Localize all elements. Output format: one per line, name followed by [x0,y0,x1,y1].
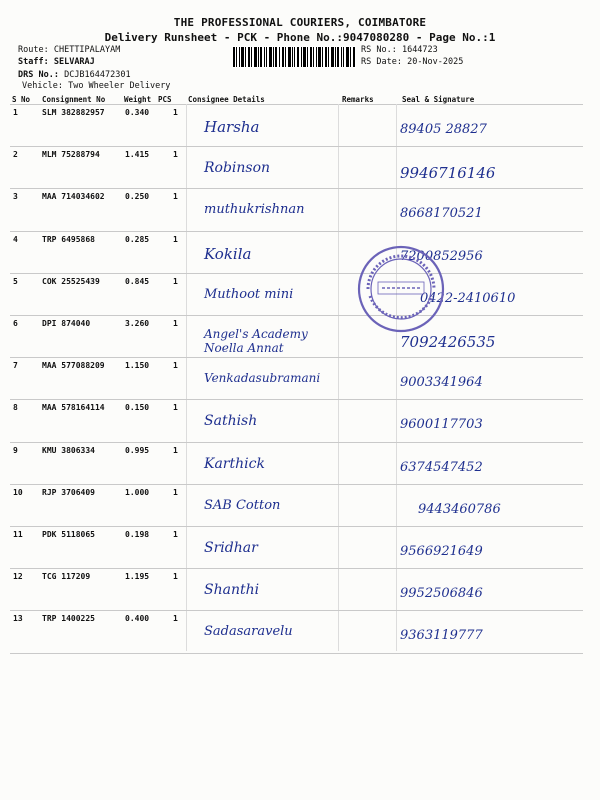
consignee-handwriting: Muthoot mini [204,286,294,302]
weight-cell: 0.400 [125,614,150,624]
consignment-cell: RJP 3706409 [42,487,95,497]
pcs-cell: 1 [173,276,178,286]
consignment-cell: KMU 3806334 [42,445,95,455]
pcs-cell: 1 [173,192,178,202]
consignee-handwriting: Karthick [204,455,265,472]
consignment-cell: TRP 6495868 [42,234,95,244]
pcs-cell: 1 [173,530,178,539]
table-row-rule [10,146,583,147]
table-row-rule [10,231,583,232]
sno-cell: 10 [13,487,23,497]
signature-phone-handwriting: 89405 28827 [400,122,487,137]
consignee-handwriting: muthukrishnan [204,202,305,218]
consignee-handwriting: Sadasaravelu [204,624,293,640]
signature-phone-handwriting: 9443460786 [418,501,501,517]
rs-no-value: 1644723 [401,45,438,55]
pcs-cell: 1 [173,319,178,328]
signature-phone-handwriting: 9600117703 [400,417,483,433]
sno-cell: 2 [13,150,18,160]
sno-cell: 7 [13,361,18,371]
table-row-rule [10,399,583,400]
consignee-handwriting: Shanthi [204,582,260,599]
table-row-rule [10,315,583,316]
drs-value: DCJB164472301 [64,70,131,80]
route-line [18,45,120,55]
table-row-rule [10,357,583,358]
consignee-handwriting: Sathish [204,413,258,430]
table-row-rule [10,442,583,443]
rs-date-value: 20-Nov-2025 [407,57,464,67]
sno-cell: 4 [13,234,18,244]
table-row-rule [10,653,583,654]
sno-cell: 6 [13,319,18,328]
consignee-handwriting: Angel's Academy [204,327,308,341]
weight-cell: 0.150 [125,403,150,413]
consignment-cell: COK 25525439 [42,276,100,286]
pcs-cell: 1 [173,150,178,160]
barcode-image [232,46,356,68]
consignment-cell: PDK 5118065 [42,530,95,539]
consignment-cell: MLM 75288794 [42,150,100,160]
office-seal-stamp [356,244,446,334]
signature-phone-handwriting: 7092426535 [400,333,496,351]
consignment-cell: TCG 117209 [42,572,91,582]
table-row-rule [10,484,583,485]
staff-line [18,57,95,67]
rs-date-line [361,57,463,67]
weight-cell: 1.195 [125,572,150,582]
route-value: CHETTIPALAYAM [53,45,121,55]
col-sno: S No [12,95,31,104]
consignee-handwriting-line2: Noella Annat [204,341,284,355]
weight-cell: 1.150 [125,361,150,371]
company-title: THE PROFESSIONAL COURIERS, COIMBATORE [173,16,427,29]
signature-phone-handwriting: 9363119777 [400,628,483,644]
signature-phone-handwriting: 9566921649 [400,544,483,559]
weight-cell: 0.250 [125,192,150,202]
pcs-cell: 1 [173,403,178,413]
vehicle-value: Two Wheeler Delivery [68,81,171,91]
consignment-cell: MAA 577088209 [42,361,105,371]
pcs-cell: 1 [173,614,178,624]
pcs-cell: 1 [173,487,178,497]
staff-value: SELVARAJ [53,57,95,67]
consignment-cell: TRP 1400225 [42,614,95,624]
col-consignee: Consignee Details [188,95,265,104]
consignee-handwriting: Sridhar [204,540,258,556]
signature-phone-handwriting: 9003341964 [400,375,483,391]
table-row-rule [10,610,583,611]
table-row-rule [10,188,583,189]
pcs-cell: 1 [173,572,178,582]
route-label: Route: [18,45,49,55]
drs-line [18,70,131,80]
consignee-handwriting: Venkadasubramani [204,371,321,386]
consignment-cell: DPI 874040 [42,319,91,328]
table-rule-top [10,104,583,105]
weight-cell: 3.260 [125,319,150,328]
table-row-rule [10,526,583,527]
weight-cell: 0.340 [125,108,150,117]
signature-phone-handwriting: 7200852956 [400,248,483,264]
weight-cell: 0.995 [125,445,150,455]
pcs-cell: 1 [173,234,178,244]
weight-cell: 0.198 [125,530,150,539]
pcs-cell: 1 [173,108,178,117]
col-remarks: Remarks [342,95,374,104]
weight-cell: 0.285 [125,234,150,244]
sno-cell: 11 [13,530,23,539]
runsheet-subtitle: Delivery Runsheet - PCK - Phone No.:9047080280 - Page No.:1 [104,31,496,44]
drs-label: DRS No.: [18,70,59,80]
vehicle-label: Vehicle: [22,81,63,91]
col-weight: Weight [124,95,152,104]
table-row-rule [10,568,583,569]
sno-cell: 3 [13,192,18,202]
weight-cell: 1.000 [125,487,150,497]
sno-cell: 13 [13,614,23,624]
col-seal: Seal & Signature [402,95,475,104]
staff-label: Staff: [18,57,49,67]
col-pcs: PCS [158,95,172,104]
rs-no-label: RS No.: [361,45,397,55]
table-row-rule [10,273,583,274]
signature-phone-handwriting: 6374547452 [400,459,483,475]
sno-cell: 5 [13,276,18,286]
weight-cell: 1.415 [125,150,150,160]
pcs-cell: 1 [173,445,178,455]
sno-cell: 12 [13,572,23,582]
rs-date-label: RS Date: [361,57,402,67]
consignment-cell: SLM 382882957 [42,108,105,117]
rs-no-line [361,45,438,55]
vehicle-line [22,81,170,91]
consignment-cell: MAA 578164114 [42,403,105,413]
sno-cell: 9 [13,445,18,455]
pcs-cell: 1 [173,361,178,371]
consignee-handwriting: Robinson [204,160,271,177]
signature-phone-handwriting: 8668170521 [400,206,483,222]
consignee-handwriting: SAB Cotton [204,497,281,513]
sno-cell: 1 [13,108,18,117]
weight-cell: 0.845 [125,276,150,286]
col-consignment: Consignment No [42,95,106,104]
sno-cell: 8 [13,403,18,413]
signature-phone-handwriting: 0422-2410610 [420,290,516,306]
consignee-handwriting: Kokila [204,244,252,263]
consignee-handwriting: Harsha [204,118,260,136]
consignment-cell: MAA 714034602 [42,192,105,202]
signature-phone-handwriting: 9946716146 [400,164,496,183]
signature-phone-handwriting: 9952506846 [400,586,483,602]
